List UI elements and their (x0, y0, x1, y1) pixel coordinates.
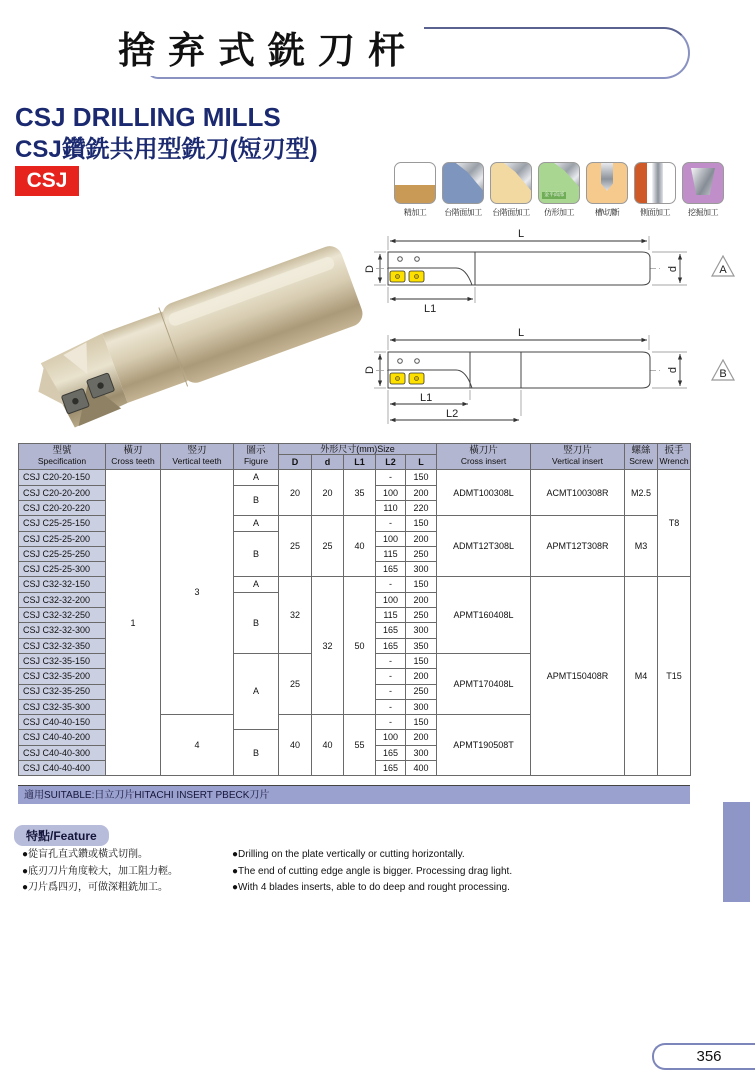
value-cell: 55 (344, 715, 376, 776)
feature-badge: 特點/Feature (14, 825, 109, 846)
value-cell: APMT170408L (437, 653, 531, 714)
value-cell: - (376, 653, 406, 668)
profiling-icon (538, 162, 580, 204)
value-cell: 115 (376, 608, 406, 623)
machining-icon-item (537, 162, 581, 218)
value-cell: 300 (406, 562, 437, 577)
spec-cell: CSJ C25-25-200 (19, 531, 106, 546)
profiling-icon-tag: 金平面部 (544, 192, 565, 198)
value-cell: 200 (406, 485, 437, 500)
value-cell: 165 (376, 623, 406, 638)
machining-icon-item (681, 162, 725, 218)
value-cell: A (234, 577, 279, 592)
page-title: 捨弃式銑刀杆 (116, 26, 424, 76)
value-cell: B (234, 531, 279, 577)
value-cell: 20 (312, 470, 344, 516)
dim-label-big-d: D (364, 366, 376, 374)
value-cell: 100 (376, 592, 406, 607)
value-cell: 150 (406, 577, 437, 592)
value-cell: A (234, 653, 279, 729)
dim-label-l: L (518, 327, 525, 339)
machining-icon-item (585, 162, 629, 218)
value-cell: 100 (376, 531, 406, 546)
value-cell: 400 (406, 760, 437, 775)
machining-icons (393, 162, 725, 218)
value-cell: 350 (406, 638, 437, 653)
spec-cell: CSJ C40-40-200 (19, 730, 106, 745)
step-face-icon (442, 162, 484, 204)
dimension-drawing-a (360, 226, 755, 326)
value-cell: 40 (312, 715, 344, 776)
col-header-dim-d-small: d (312, 455, 344, 470)
value-cell: APMT190508T (437, 715, 531, 776)
icon-label: 仿形加工 (544, 208, 574, 217)
spec-cell: CSJ C32-32-200 (19, 592, 106, 607)
value-cell: 25 (279, 653, 312, 714)
spec-cell: CSJ C25-25-250 (19, 546, 106, 561)
value-cell: 115 (376, 546, 406, 561)
value-cell: 220 (406, 500, 437, 515)
col-header-specification: 型號 Specification (19, 444, 106, 470)
page-edge-bar (723, 802, 750, 902)
table-row (19, 470, 691, 485)
value-cell: 300 (406, 623, 437, 638)
value-cell: 100 (376, 485, 406, 500)
spec-table (18, 443, 691, 776)
finishing-icon (394, 162, 436, 204)
value-cell: 200 (406, 730, 437, 745)
spec-cell: CSJ C40-40-400 (19, 760, 106, 775)
spec-cell: CSJ C25-25-300 (19, 562, 106, 577)
value-cell: 200 (406, 531, 437, 546)
value-cell: 200 (406, 592, 437, 607)
feature-item: ●底刃刀片角度較大，加工阻力輕。 (22, 865, 179, 877)
spec-cell: CSJ C32-35-200 (19, 669, 106, 684)
spec-cell: CSJ C40-40-150 (19, 715, 106, 730)
value-cell: 150 (406, 715, 437, 730)
col-header-screw: 螺絲 Screw (625, 444, 658, 470)
slot-cutoff-icon (586, 162, 628, 204)
icon-label: 台階面加工 (492, 208, 530, 217)
value-cell: M4 (625, 577, 658, 776)
value-cell: 25 (279, 516, 312, 577)
spec-cell: CSJ C32-35-300 (19, 699, 106, 714)
value-cell: 250 (406, 684, 437, 699)
value-cell: 32 (279, 577, 312, 653)
product-title-zh: CSJ鑽銑共用型銑刀(短刃型) (15, 136, 318, 163)
value-cell: - (376, 684, 406, 699)
value-cell: ADMT12T308L (437, 516, 531, 577)
value-cell: - (376, 669, 406, 684)
dim-label-l2: L2 (446, 408, 459, 420)
value-cell: ACMT100308R (531, 470, 625, 516)
col-header-dim-d-big: D (279, 455, 312, 470)
value-cell: 150 (406, 470, 437, 485)
value-cell: 1 (106, 470, 161, 776)
col-header-dim-l1: L1 (344, 455, 376, 470)
value-cell: B (234, 730, 279, 776)
col-header-vertical-teeth: 竪刃 Vertical teeth (161, 444, 234, 470)
figure-a-marker: A (719, 264, 727, 276)
page-number: 356 (652, 1043, 755, 1070)
spec-cell: CSJ C25-25-150 (19, 516, 106, 531)
col-header-vertical-insert: 竪刀片 Vertical insert (531, 444, 625, 470)
excavating-icon (682, 162, 724, 204)
icon-label: 台階面加工 (444, 208, 482, 217)
value-cell: T8 (658, 470, 691, 577)
value-cell: 165 (376, 562, 406, 577)
product-photo (22, 230, 374, 448)
col-header-dim-l2: L2 (376, 455, 406, 470)
value-cell: 20 (279, 470, 312, 516)
spec-cell: CSJ C20-20-200 (19, 485, 106, 500)
value-cell: 300 (406, 745, 437, 760)
value-cell: - (376, 516, 406, 531)
col-header-cross-teeth: 橫刃 Cross teeth (106, 444, 161, 470)
value-cell: 150 (406, 653, 437, 668)
col-header-dim-l: L (406, 455, 437, 470)
value-cell: - (376, 577, 406, 592)
col-header-figure: 圖示 Figure (234, 444, 279, 470)
value-cell: APMT12T308R (531, 516, 625, 577)
machining-icon-item (441, 162, 485, 218)
side-face-icon (634, 162, 676, 204)
icon-label: 挖掘加工 (688, 208, 718, 217)
machining-icon-item (489, 162, 533, 218)
series-badge: CSJ (15, 166, 79, 196)
icon-label: 側面加工 (640, 208, 670, 217)
spec-cell: CSJ C40-40-300 (19, 745, 106, 760)
value-cell: 110 (376, 500, 406, 515)
feature-item: ●The end of cutting edge angle is bigger. Processing drag light. (232, 865, 513, 877)
dim-label-l1: L1 (420, 392, 433, 404)
spec-cell: CSJ C32-32-350 (19, 638, 106, 653)
feature-item: ●Drilling on the plate vertically or cutting horizontally. (232, 849, 465, 860)
spec-cell: CSJ C32-32-250 (19, 608, 106, 623)
value-cell: 200 (406, 669, 437, 684)
value-cell: 250 (406, 608, 437, 623)
value-cell: B (234, 485, 279, 516)
feature-item: ●從盲孔直式鑽或橫式切削。 (22, 849, 149, 860)
figure-b-marker: B (719, 368, 727, 380)
value-cell: 35 (344, 470, 376, 516)
spec-table-body (19, 470, 691, 776)
value-cell: B (234, 592, 279, 653)
step-face-2-icon (490, 162, 532, 204)
value-cell: A (234, 516, 279, 531)
value-cell: 40 (279, 715, 312, 776)
value-cell: 250 (406, 546, 437, 561)
value-cell: 165 (376, 760, 406, 775)
spec-cell: CSJ C32-35-150 (19, 653, 106, 668)
value-cell: M2.5 (625, 470, 658, 516)
value-cell: 25 (312, 516, 344, 577)
suitable-note: 適用SUITABLE:日立刀片HITACHI INSERT PBECK刀片 (18, 785, 690, 804)
dim-label-l1: L1 (424, 303, 437, 315)
value-cell: - (376, 715, 406, 730)
col-header-size: 外形尺寸(mm)Size (279, 444, 437, 455)
dim-label-l: L (518, 228, 525, 240)
value-cell: 40 (344, 516, 376, 577)
machining-icon-item (633, 162, 677, 218)
dim-label-big-d: D (364, 265, 376, 273)
value-cell: 50 (344, 577, 376, 715)
spec-cell: CSJ C32-32-300 (19, 623, 106, 638)
feature-list-en (232, 847, 512, 897)
value-cell: 150 (406, 516, 437, 531)
icon-label: 槽\切斷 (594, 208, 620, 217)
col-header-wrench: 扳手 Wrench (658, 444, 691, 470)
value-cell: 165 (376, 745, 406, 760)
dim-label-small-d: d (667, 265, 679, 273)
icon-label: 精加工 (403, 208, 427, 217)
value-cell: A (234, 470, 279, 485)
value-cell: T15 (658, 577, 691, 776)
value-cell: APMT150408R (531, 577, 625, 776)
feature-item: ●With 4 blades inserts, able to do deep and rought processing. (232, 882, 510, 893)
feature-item: ●刀片爲四刃，可做深粗銑加工。 (22, 882, 169, 893)
value-cell: 100 (376, 730, 406, 745)
machining-icon-item (393, 162, 437, 218)
spec-cell: CSJ C20-20-220 (19, 500, 106, 515)
spec-cell: CSJ C32-32-150 (19, 577, 106, 592)
value-cell: ADMT100308L (437, 470, 531, 516)
value-cell: - (376, 699, 406, 714)
value-cell: - (376, 470, 406, 485)
value-cell: 32 (312, 577, 344, 715)
value-cell: 4 (161, 715, 234, 776)
spec-cell: CSJ C20-20-150 (19, 470, 106, 485)
dim-label-small-d: d (667, 366, 679, 374)
value-cell: APMT160408L (437, 577, 531, 653)
dimension-drawing-b (360, 322, 755, 438)
feature-list-zh (22, 847, 178, 897)
value-cell: 165 (376, 638, 406, 653)
value-cell: 3 (161, 470, 234, 715)
value-cell: M3 (625, 516, 658, 577)
spec-cell: CSJ C32-35-250 (19, 684, 106, 699)
value-cell: 300 (406, 699, 437, 714)
product-title-en: CSJ DRILLING MILLS (15, 102, 281, 132)
col-header-cross-insert: 橫刀片 Cross insert (437, 444, 531, 470)
